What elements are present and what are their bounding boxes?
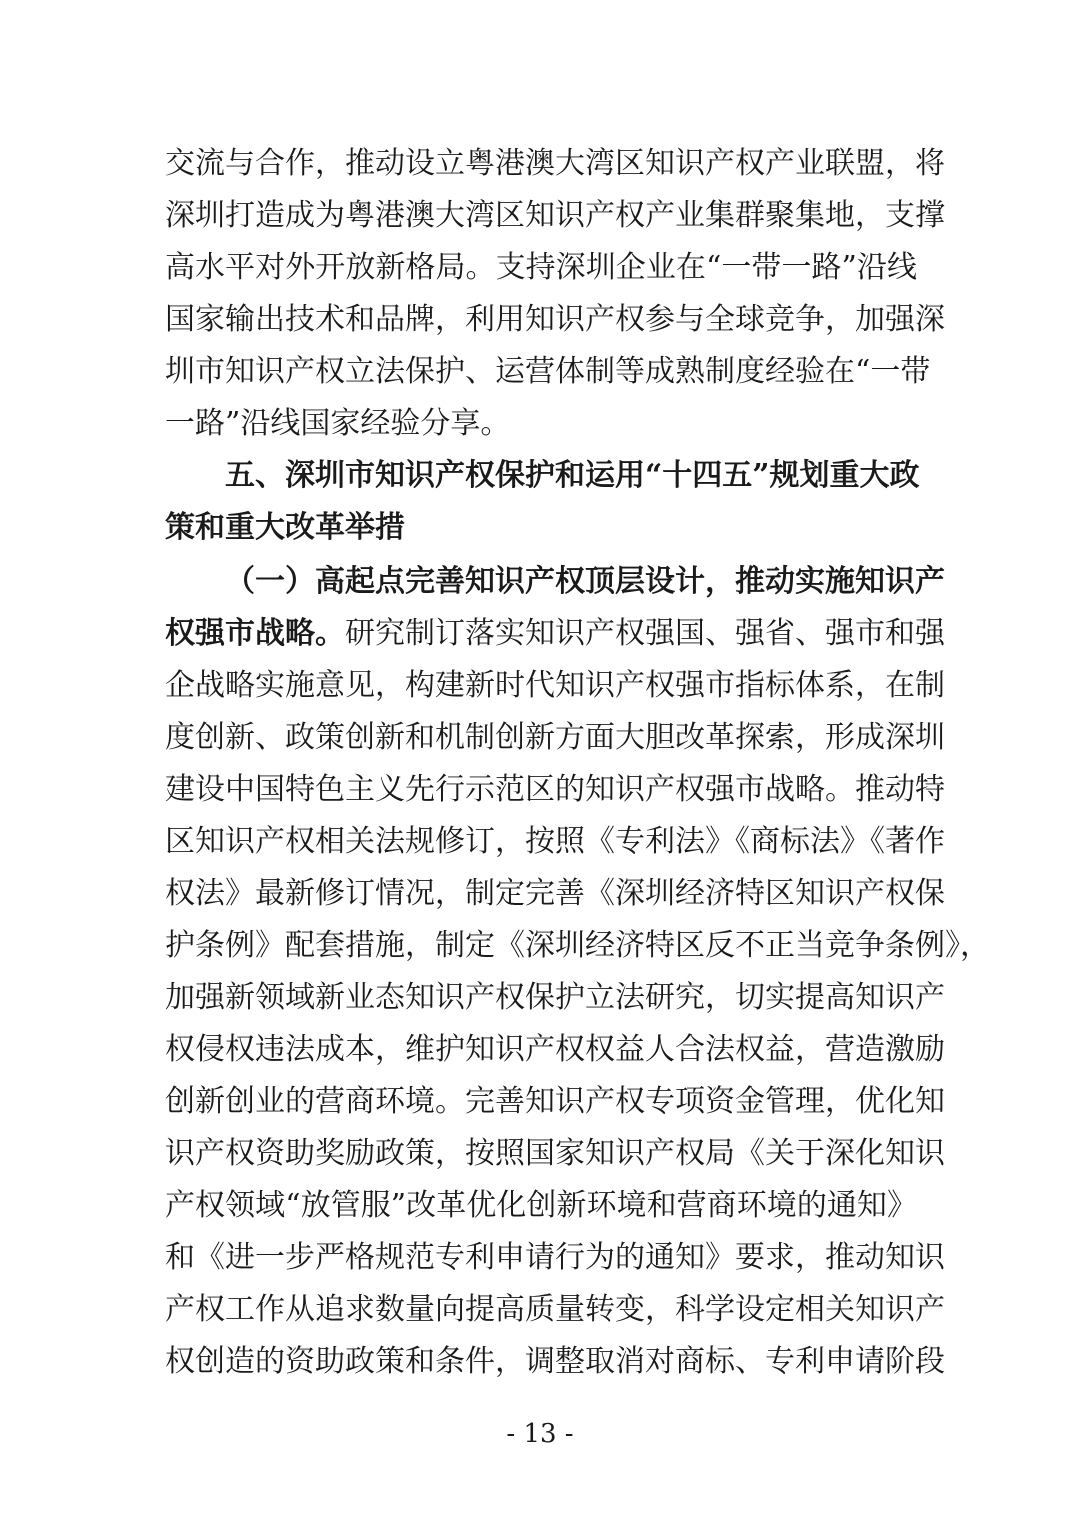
text-line: 护条例》配套措施，制定《深圳经济特区反不正当竞争条例》，: [165, 928, 990, 963]
text-line: 产权工作从追求数量向提高质量转变，科学设定相关知识产: [165, 1292, 945, 1327]
page-number: - 13 -: [506, 1419, 574, 1449]
text-line: 企战略实施意见，构建新时代知识产权强市指标体系，在制: [165, 668, 945, 703]
text-line: 度创新、政策创新和机制创新方面大胆改革探索，形成深圳: [165, 720, 945, 755]
subsection-lead-line: （一）高起点完善知识产权顶层设计，推动实施知识产: [225, 564, 945, 599]
text-line: 权侵权违法成本，维护知识产权权益人合法权益，营造激励: [165, 1032, 945, 1067]
section-heading-line-2: 策和重大改革举措: [165, 510, 405, 545]
text-line: 权创造的资助政策和条件，调整取消对商标、专利申请阶段: [165, 1344, 945, 1379]
text-fragment: 研究制订落实知识产权强国、强省、强市和强: [345, 616, 945, 651]
text-line: 区知识产权相关法规修订，按照《专利法》《商标法》《著作: [165, 824, 945, 859]
text-line: 交流与合作，推动设立粤港澳大湾区知识产权产业联盟，将: [165, 146, 945, 181]
text-line: 一路”沿线国家经验分享。: [165, 406, 511, 441]
text-line: 高水平对外开放新格局。支持深圳企业在“一带一路”沿线: [165, 250, 917, 285]
text-line: 圳市知识产权立法保护、运营体制等成熟制度经验在“一带: [165, 354, 931, 389]
text-line: 权法》最新修订情况，制定完善《深圳经济特区知识产权保: [165, 876, 945, 911]
section-heading-line-1: 五、深圳市知识产权保护和运用“十四五”规划重大政: [225, 458, 920, 493]
text-line: 建设中国特色主义先行示范区的知识产权强市战略。推动特: [165, 772, 945, 807]
text-line: 加强新领域新业态知识产权保护立法研究，切实提高知识产: [165, 980, 945, 1015]
text-line: 产权领域“放管服”改革优化创新环境和营商环境的通知》: [165, 1188, 917, 1223]
text-line: 创新创业的营商环境。完善知识产权专项资金管理，优化知: [165, 1084, 945, 1119]
text-line: 国家输出技术和品牌，利用知识产权参与全球竞争，加强深: [165, 302, 945, 337]
subsection-lead-tail: 权强市战略。: [165, 616, 345, 651]
text-line: 和《进一步严格规范专利申请行为的通知》要求，推动知识: [165, 1240, 945, 1275]
text-line: [165, 616, 945, 652]
text-line: 深圳打造成为粤港澳大湾区知识产权产业集群聚集地，支撑: [165, 198, 945, 233]
text-line: 识产权资助奖励政策，按照国家知识产权局《关于深化知识: [165, 1136, 945, 1171]
